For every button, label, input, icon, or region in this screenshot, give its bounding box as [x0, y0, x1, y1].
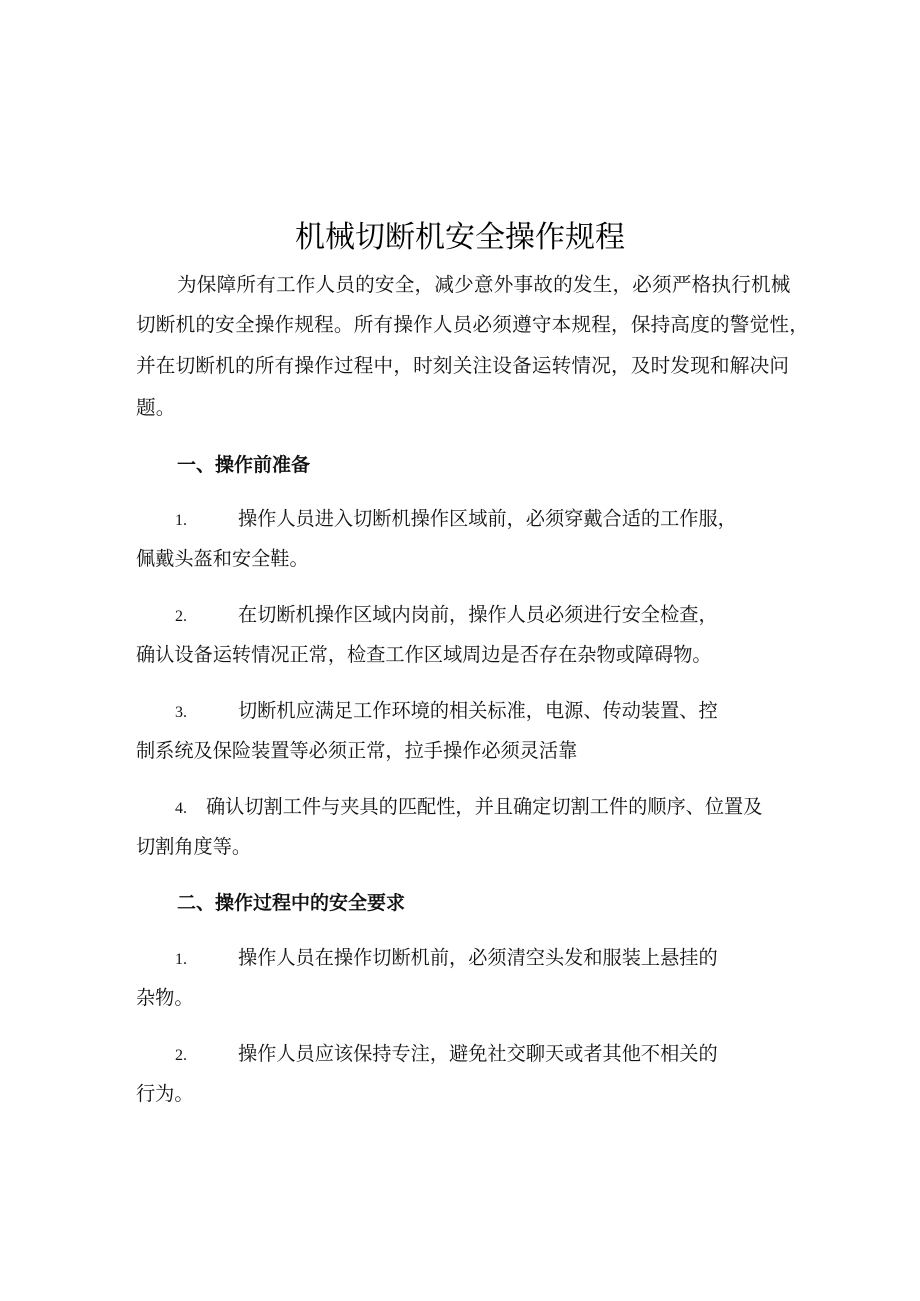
intro-line-1: 为保障所有工作人员的安全，减少意外事故的发生，必须严格执行机械	[177, 273, 791, 296]
intro-line-3: 并在切断机的所有操作过程中，时刻关注设备运转情况，及时发现和解决问	[136, 354, 790, 377]
list-item-line: 操作人员进入切断机操作区域前，必须穿戴合适的工作服，	[238, 507, 737, 530]
list-item-line: 操作人员在操作切断机前，必须清空头发和服装上悬挂的	[238, 946, 718, 969]
list-item-line: 操作人员应该保持专注，避免社交聊天或者其他不相关的	[238, 1042, 718, 1065]
list-item-number: 4.	[175, 800, 187, 817]
list-item-line: 确认设备运转情况正常，检查工作区域周边是否存在杂物或障碍物。	[136, 643, 712, 666]
section-heading-1: 一、操作前准备	[177, 454, 311, 476]
list-item-line: 在切断机操作区域内岗前，操作人员必须进行安全检查，	[238, 603, 718, 626]
document-title: 机械切断机安全操作规程	[295, 220, 625, 255]
list-item-line: 确认切割工件与夹具的匹配性，并且确定切割工件的顺序、位置及	[206, 795, 763, 818]
intro-line-4: 题。	[136, 396, 176, 419]
list-item-line: 杂物。	[136, 986, 194, 1009]
list-item-number: 1.	[175, 512, 187, 529]
list-item-line: 制系统及保险装置等必须正常，拉手操作必须灵活靠	[136, 739, 578, 762]
list-item-number: 2.	[175, 1047, 187, 1064]
list-item-line: 佩戴头盔和安全鞋。	[136, 547, 309, 570]
section-heading-2: 二、操作过程中的安全要求	[177, 892, 406, 914]
list-item-number: 2.	[175, 608, 187, 625]
list-item-line: 行为。	[136, 1082, 194, 1105]
list-item-line: 切割角度等。	[136, 835, 252, 858]
intro-line-2: 切断机的安全操作规程。所有操作人员必须遵守本规程，保持高度的警觉性，	[136, 313, 809, 336]
list-item-number: 3.	[175, 704, 187, 721]
list-item-number: 1.	[175, 951, 187, 968]
list-item-line: 切断机应满足工作环境的相关标准，电源、传动装置、控	[238, 699, 718, 722]
